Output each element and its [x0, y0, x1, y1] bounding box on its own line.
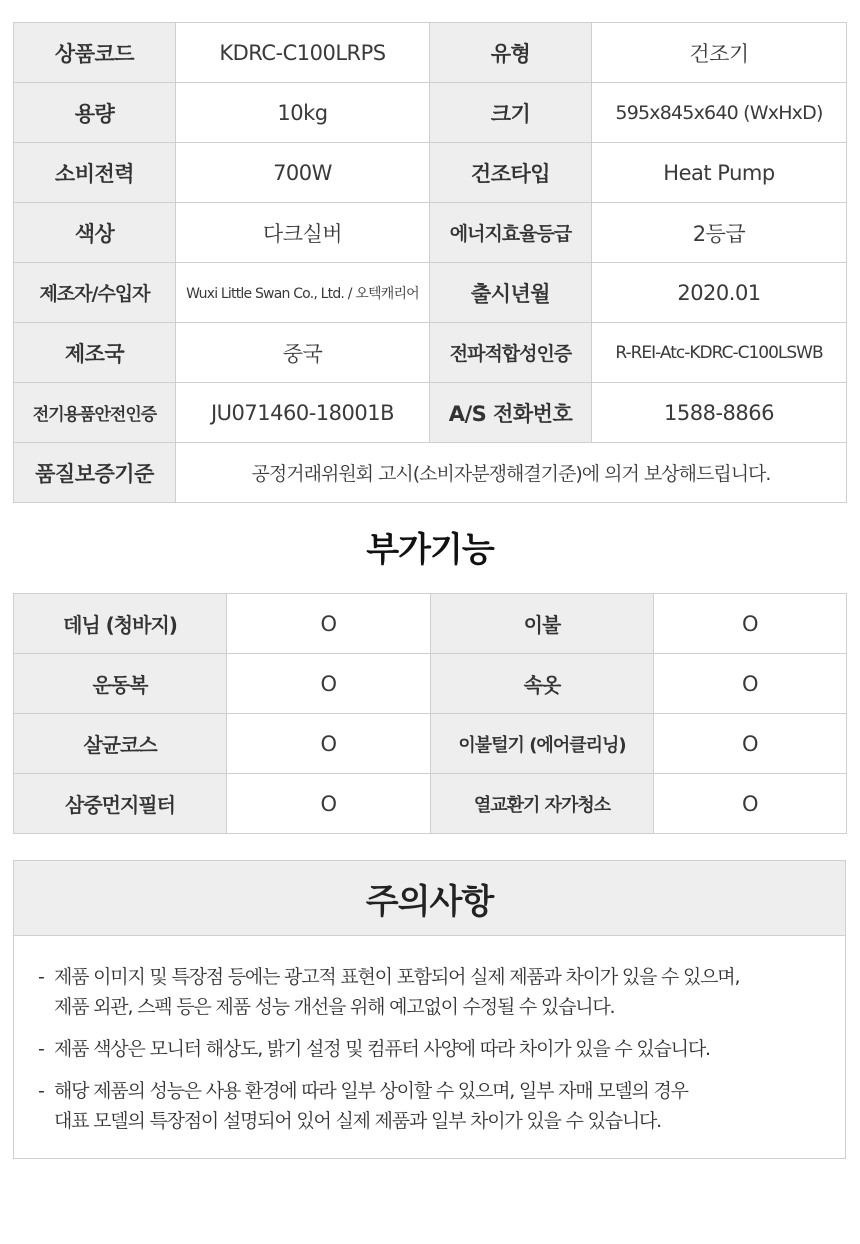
feature-value: O [654, 774, 847, 834]
caution-box [13, 860, 846, 1159]
feature-row [14, 714, 847, 774]
caution-line: 대표 모델의 특장점이 설명되어 있어 실제 제품과 일부 차이가 있을 수 있습니다. [54, 1110, 662, 1132]
spec-key: 전기용품안전인증 [14, 383, 176, 443]
spec-value: R-REI-Atc-KDRC-C100LSWB [592, 323, 847, 383]
spec-value: 700W [176, 143, 430, 203]
caution-line: 제품 색상은 모니터 해상도, 밝기 설정 및 컴퓨터 사양에 따라 차이가 있을 수 있습니다. [54, 1038, 710, 1060]
feature-value: O [654, 714, 847, 774]
spec-key: 색상 [14, 203, 176, 263]
caution-line: 해당 제품의 성능은 사용 환경에 따라 일부 상이할 수 있으며, 일부 자매 모델의 경우 [54, 1080, 688, 1102]
spec-key: A/S 전화번호 [430, 383, 592, 443]
spec-key: 출시년월 [430, 263, 592, 323]
feature-key: 운동복 [14, 654, 227, 714]
spec-value: 595x845x640 (WxHxD) [592, 83, 847, 143]
spec-value: 다크실버 [176, 203, 430, 263]
feature-value: O [227, 654, 431, 714]
spec-value: Wuxi Little Swan Co., Ltd. / 오텍캐리어 [176, 263, 430, 323]
spec-value: 건조기 [592, 23, 847, 83]
spec-value: 2020.01 [592, 263, 847, 323]
spec-row [14, 23, 847, 83]
feature-key: 이불털기 (에어클리닝) [431, 714, 654, 774]
spec-value: Heat Pump [592, 143, 847, 203]
spec-row [14, 143, 847, 203]
feature-key: 살균코스 [14, 714, 227, 774]
features-table [13, 593, 847, 834]
feature-key: 삼중먼지필터 [14, 774, 227, 834]
features-title: 부가기능 [366, 530, 494, 570]
feature-row [14, 594, 847, 654]
caution-line: 제품 이미지 및 특장점 등에는 광고적 표현이 포함되어 실제 제품과 차이가 있을 수 있으며, [54, 966, 740, 988]
caution-dash: - [38, 1038, 44, 1060]
warranty-key: 품질보증기준 [14, 443, 176, 503]
feature-key: 속옷 [431, 654, 654, 714]
feature-row [14, 654, 847, 714]
feature-value: O [654, 594, 847, 654]
feature-value: O [227, 714, 431, 774]
feature-value: O [227, 774, 431, 834]
spec-row [14, 83, 847, 143]
spec-row [14, 323, 847, 383]
feature-key: 데님 (청바지) [14, 594, 227, 654]
feature-value: O [654, 654, 847, 714]
spec-key: 용량 [14, 83, 176, 143]
spec-key: 제조자/수입자 [14, 263, 176, 323]
warranty-value: 공정거래위원회 고시(소비자분쟁해결기준)에 의거 보상해드립니다. [176, 443, 847, 503]
caution-dash: - [38, 1080, 44, 1102]
spec-key: 제조국 [14, 323, 176, 383]
spec-key: 유형 [430, 23, 592, 83]
caution-list [14, 936, 845, 1136]
spec-value: 10kg [176, 83, 430, 143]
caution-item [38, 962, 825, 1022]
spec-key: 소비전력 [14, 143, 176, 203]
caution-title: 주의사항 [14, 861, 845, 936]
spec-row [14, 383, 847, 443]
spec-key: 크기 [430, 83, 592, 143]
spec-row-warranty [14, 443, 847, 503]
spec-value: 1588-8866 [592, 383, 847, 443]
feature-row [14, 774, 847, 834]
spec-value: 중국 [176, 323, 430, 383]
feature-value: O [227, 594, 431, 654]
spec-key: 건조타입 [430, 143, 592, 203]
spec-table [13, 22, 847, 503]
caution-dash: - [38, 966, 44, 988]
spec-row [14, 263, 847, 323]
spec-key: 상품코드 [14, 23, 176, 83]
caution-item [38, 1076, 825, 1136]
spec-row [14, 203, 847, 263]
caution-item [38, 1034, 825, 1064]
spec-key: 전파적합성인증 [430, 323, 592, 383]
feature-key: 이불 [431, 594, 654, 654]
spec-value: 2등급 [592, 203, 847, 263]
spec-key: 에너지효율등급 [430, 203, 592, 263]
feature-key: 열교환기 자가청소 [431, 774, 654, 834]
spec-value: JU071460-18001B [176, 383, 430, 443]
caution-line: 제품 외관, 스펙 등은 제품 성능 개선을 위해 예고없이 수정될 수 있습니다. [54, 996, 615, 1018]
spec-value: KDRC-C100LRPS [176, 23, 430, 83]
